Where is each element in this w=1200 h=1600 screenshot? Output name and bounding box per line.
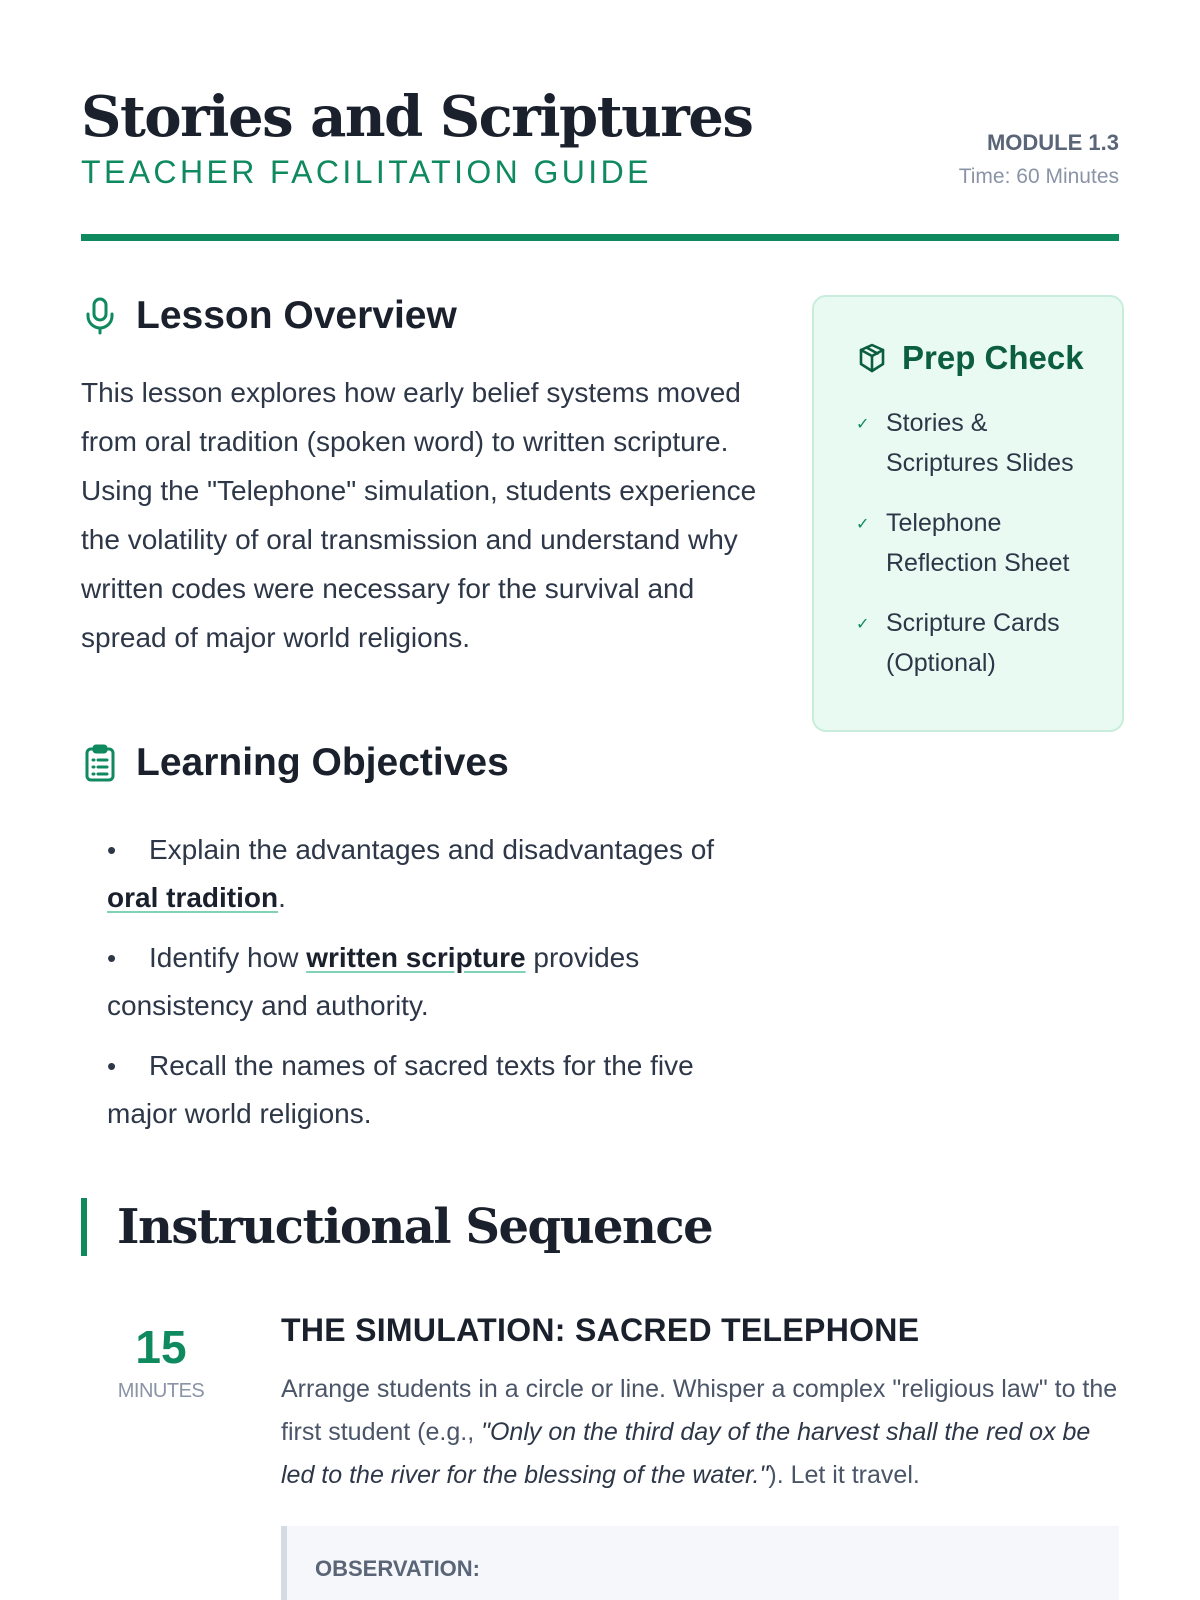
lesson-duration: Time: 60 Minutes [958,165,1119,188]
page-title: Stories and Scriptures [81,84,753,150]
prep-item: ✓ Stories & Scriptures Slides [856,403,1086,483]
step-title: THE SIMULATION: SACRED TELEPHONE [281,1312,920,1348]
observation-callout [281,1526,1119,1600]
step-minutes-unit: MINUTES [117,1380,205,1402]
check-icon: ✓ [856,616,870,633]
overview-heading: Lesson Overview [136,294,457,337]
sequence-heading-row [81,1198,712,1256]
step-duration [81,1320,241,1403]
step-example-quote: "Only on the third day of the harvest shall the red ox be led to the river for the blessing of the water." [281,1418,1091,1489]
objective-item: • Recall the names of sacred texts for the five major world religions. [107,1050,694,1129]
clipboard-list-icon [81,744,119,782]
step-body [281,1310,1119,1497]
step-minutes: 15 [135,1321,187,1373]
step-description: Arrange students in a circle or line. Whisper a complex "religious law" to the first student (e.g., "Only on the third day of the harvest shall the red ox be led to the river for the blessing of the water."). Let it travel. [281,1375,1118,1489]
guide-header [81,86,1119,242]
objectives-heading-row [81,741,509,785]
objective-key-term: oral tradition [107,882,279,913]
objective-key-term: written scripture [306,942,526,973]
prep-check-list [856,403,1086,683]
microphone-icon [81,297,119,335]
prep-check-heading-row [856,339,1086,377]
objective-item: • Explain the advantages and disadvantages of oral tradition. [107,834,715,913]
page-subtitle: TEACHER FACILITATION GUIDE [81,154,652,190]
prep-item: ✓ Scripture Cards (Optional) [856,603,1086,683]
module-meta [959,130,1119,189]
prep-check-heading: Prep Check [902,339,1084,376]
overview-text: This lesson explores how early belief systems moved from oral tradition (spoken word) to written scripture. Using the "Telephone" simulation, students experience the volatility of oral transmission and understand why written codes were necessary for the survival and spread of major world religions. [81,377,757,653]
prep-item: ✓ Telephone Reflection Sheet [856,503,1086,583]
objectives-heading: Learning Objectives [136,741,509,784]
module-number: MODULE 1.3 [986,130,1119,155]
observation-label: OBSERVATION: [315,1556,481,1581]
header-divider [81,234,1119,241]
objective-item: • Identify how written scripture provides consistency and authority. [107,942,640,1021]
box-icon [856,342,888,374]
prep-check-card [812,295,1124,732]
sequence-heading: Instructional Sequence [117,1199,713,1255]
check-icon: ✓ [856,416,870,433]
check-icon: ✓ [856,516,870,533]
objectives-list [107,826,747,1150]
overview-heading-row [81,294,457,338]
